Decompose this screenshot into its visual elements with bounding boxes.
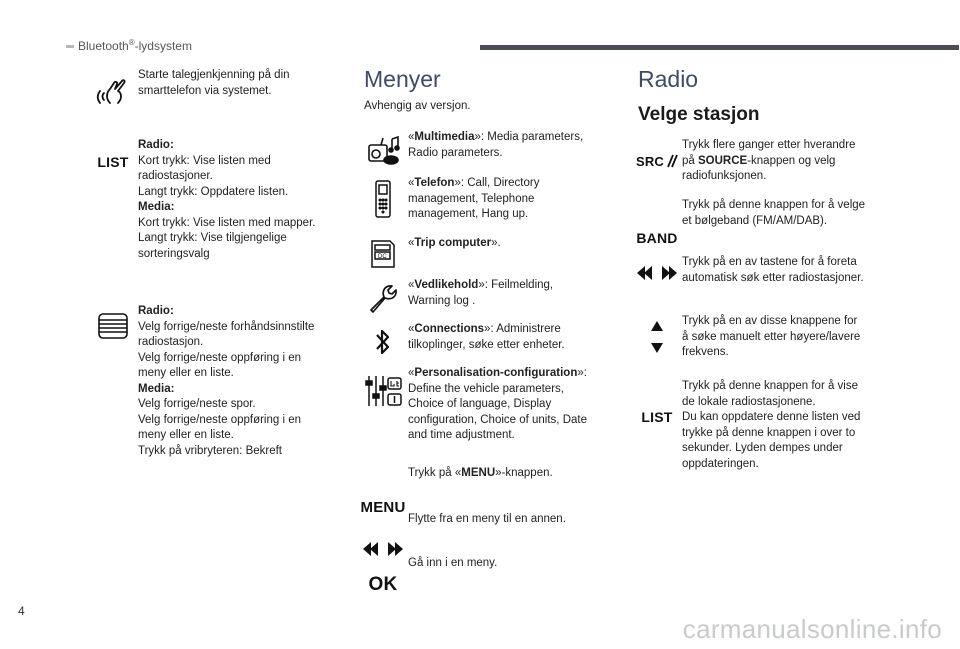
header-rule-light	[66, 45, 74, 48]
multimedia-icon	[358, 130, 408, 170]
up-down-arrows-icon	[632, 314, 682, 360]
menu-item-trip-computer: DC «Trip computer».	[358, 236, 616, 272]
station-list-icon: LIST	[641, 409, 673, 425]
station-list-entry: LIST Trykk på denne knappen for å vise de lokale radiostasjonene. Du kan oppdatere denne listen ved trykke på denne knappen i over to sekunder. Lyden dempes under oppdateringen.	[632, 379, 894, 472]
arrows-entry: Flytte fra en meny til en annen.	[358, 512, 616, 556]
bluetooth-icon	[358, 322, 408, 362]
wrench-icon	[358, 278, 408, 318]
menus-intro: Avhengig av versjon.	[364, 100, 471, 112]
source-button-icon: SRC	[632, 138, 682, 184]
phone-icon	[358, 176, 408, 222]
menu-button-icon: MENU	[360, 499, 406, 516]
manual-tune-entry: Trykk på en av disse knappene for å søke manuelt etter høyere/lavere frekvens.	[632, 314, 894, 361]
radio-heading: Radio	[638, 66, 699, 92]
thumbwheel-icon	[88, 304, 138, 348]
menu-item-vedlikehold: «Vedlikehold»: Feilmelding, Warning log .	[358, 278, 616, 318]
seek-arrows-icon	[632, 255, 682, 291]
page-number: 4	[18, 604, 25, 618]
left-right-arrows-icon	[358, 512, 408, 556]
voice-command-entry: Starte talegjenkjenning på din smarttelefon via systemet.	[88, 68, 350, 112]
trip-computer-icon-label: DC	[378, 254, 387, 260]
band-button-icon: BAND	[636, 230, 678, 246]
menu-item-connections: «Connections»: Administrere tilkoplinger, søke etter enheter.	[358, 322, 616, 362]
list-button-entry: LIST Radio: Kort trykk: Vise listen med radiostasjoner. Langt trykk: Oppdatere listen. Media: Kort trykk: Vise listen med mapper. Langt trykk: Vise tilgjengelige sorteringsvalg	[88, 138, 350, 262]
menu-item-personalisation: «Personalisation-configuration»: Define the vehicle parameters, Choice of language, Display configuration, Choice of units, Date and time adjustment.	[358, 366, 616, 444]
voice-hand-icon	[88, 68, 138, 112]
settings-sliders-icon	[358, 366, 408, 416]
ok-button-icon: OK	[368, 574, 398, 595]
menu-item-multimedia: «Multimedia»: Media parameters, Radio parameters.	[358, 130, 616, 170]
band-button-entry: BAND Trykk på denne knappen for å velge et bølgeband (FM/AM/DAB).	[632, 198, 894, 246]
ok-button-entry: OK Gå inn i en meny.	[358, 556, 616, 596]
header-rule-dark	[480, 45, 959, 50]
source-button-entry: SRC Trykk flere ganger etter hverandre på SOURCE-knappen og velg radiofunksjonen.	[632, 138, 894, 185]
menus-heading: Menyer	[364, 66, 441, 92]
thumbwheel-entry: Radio: Velg forrige/neste forhåndsinnstilte radiostasjon. Velg forrige/neste oppføring i en meny eller en liste. Media: Velg forrige/neste spor. Velg forrige/neste oppføring i en meny eller en liste. Trykk på vribryteren: Bekreft	[88, 304, 350, 459]
page-header-title: Bluetooth®-lydsystem	[78, 38, 192, 53]
select-station-heading: Velge stasjon	[638, 104, 760, 125]
trip-computer-icon	[358, 236, 408, 272]
seek-buttons-entry: Trykk på en av tastene for å foreta automatisk søk etter radiostasjoner.	[632, 255, 894, 291]
menu-button-entry: MENU Trykk på «MENU»-knappen.	[358, 466, 616, 516]
menu-item-telefon: «Telefon»: Call, Directory management, Telephone management, Hang up.	[358, 176, 616, 223]
list-button-icon: LIST	[97, 154, 129, 170]
watermark: carmanualsonline.info	[682, 614, 942, 644]
